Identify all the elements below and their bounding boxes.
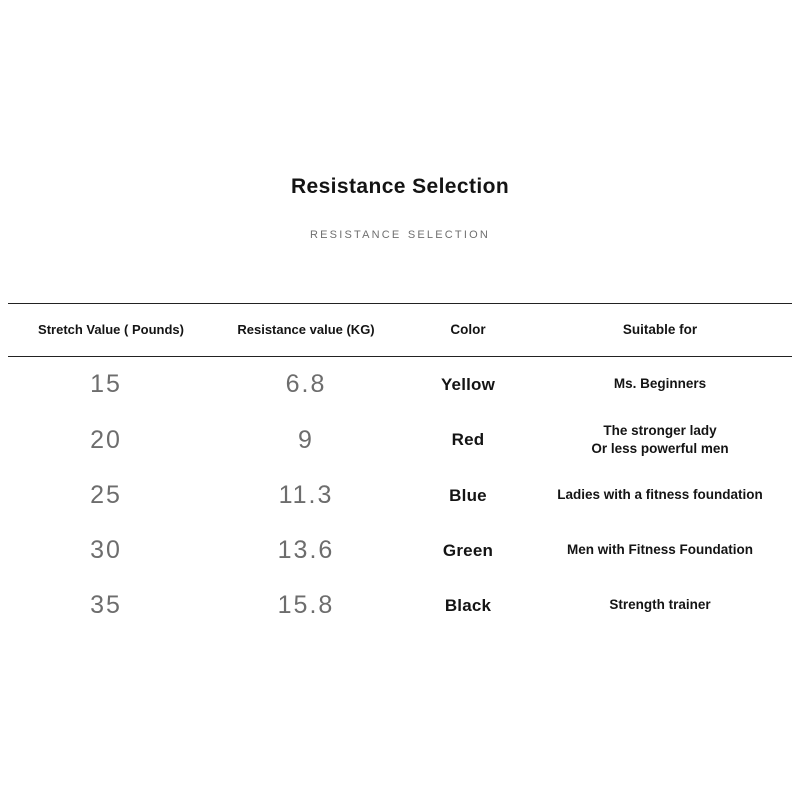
resistance-table-wrap xyxy=(8,303,792,633)
cell-stretch-value: 35 xyxy=(90,591,122,619)
cell-color: Red xyxy=(451,430,485,449)
cell-stretch-value: 20 xyxy=(90,425,122,454)
cell-resistance-value: 13.6 xyxy=(277,536,335,564)
cell-suitable-for: The stronger lady Or less powerful men xyxy=(591,422,729,456)
column-header-resistance-value: Resistance value (KG) xyxy=(237,322,375,338)
cell-suitable-for: Strength trainer xyxy=(609,597,711,613)
cell-suitable-for: Men with Fitness Foundation xyxy=(567,542,753,558)
table-row xyxy=(8,468,792,523)
resistance-table-body xyxy=(8,357,792,633)
title-block xyxy=(0,175,800,242)
column-header-stretch-value: Stretch Value ( Pounds) xyxy=(38,322,184,338)
cell-color: Black xyxy=(444,595,492,615)
table-row xyxy=(8,412,792,468)
cell-color: Blue xyxy=(449,485,487,505)
table-row xyxy=(8,578,792,633)
table-body xyxy=(8,357,792,633)
table-header-row xyxy=(8,304,792,356)
page-title: Resistance Selection xyxy=(290,175,510,198)
table-header xyxy=(8,304,792,356)
cell-resistance-value: 6.8 xyxy=(285,370,327,398)
cell-stretch-value: 15 xyxy=(90,370,122,398)
cell-suitable-for: Ms. Beginners xyxy=(613,376,707,392)
cell-stretch-value: 25 xyxy=(90,481,122,509)
resistance-table xyxy=(8,304,792,356)
cell-resistance-value: 15.8 xyxy=(277,591,335,619)
cell-resistance-value: 9 xyxy=(298,425,314,454)
page-subtitle: resistance selection xyxy=(309,225,490,242)
cell-color: Green xyxy=(442,540,494,560)
cell-color: Yellow xyxy=(440,374,496,394)
column-header-color: Color xyxy=(450,321,486,337)
cell-resistance-value: 11.3 xyxy=(278,481,334,509)
column-header-suitable-for: Suitable for xyxy=(622,321,698,337)
table-row xyxy=(8,357,792,412)
cell-suitable-for: Ladies with a fitness foundation xyxy=(557,487,763,503)
table-row xyxy=(8,523,792,578)
cell-stretch-value: 30 xyxy=(90,536,122,564)
